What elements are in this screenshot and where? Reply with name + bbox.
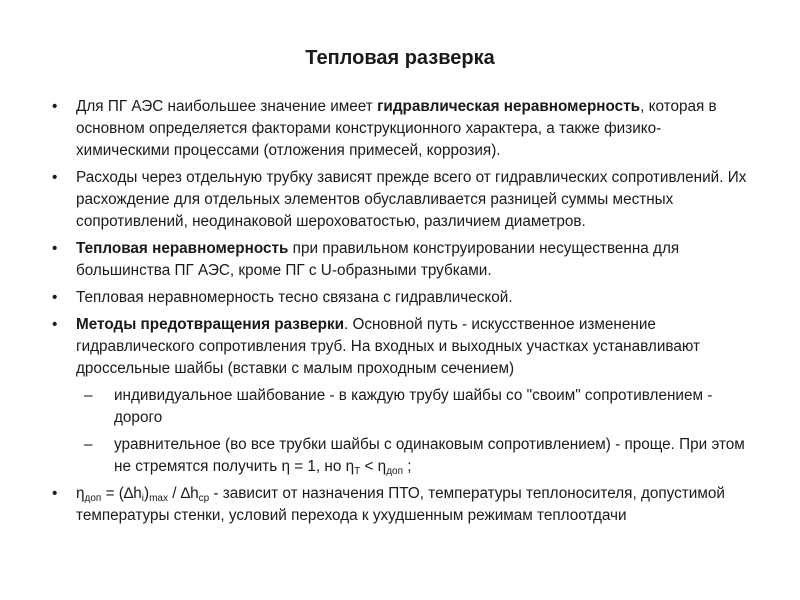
bold-term: Тепловая неравномерность [76, 240, 289, 257]
subscript: max [149, 493, 168, 504]
bullet-thermal-hydraulic-link [52, 287, 752, 309]
subitem-equalizing-washers [52, 434, 752, 478]
text: при правильном конструировании несущественна для большинства ПГ АЭС, кроме ПГ с U-образными трубками. [76, 240, 680, 279]
bullet-flow-rates [52, 167, 752, 233]
formula-text: = (∆h [101, 485, 142, 502]
bullet-prevention-methods [52, 314, 752, 380]
slide-title: Тепловая разверка [305, 47, 495, 69]
subscript: Т [354, 466, 361, 477]
text: Тепловая неравномерность тесно связана с гидравлической. [76, 289, 513, 306]
subscript: доп [84, 493, 102, 504]
bullet-thermal-nonuniformity [52, 238, 752, 282]
subscript: ср [198, 493, 210, 504]
bullet-eta-formula [52, 483, 752, 527]
text: < η [360, 458, 387, 475]
bold-term: Методы предотвращения разверки [76, 316, 345, 333]
text: индивидуальное шайбование - в каждую трубу шайбы со "своим" сопротивлением - дорого [114, 387, 713, 426]
text: ; [403, 458, 412, 475]
text: - зависит от назначения ПТО, температуры теплоносителя, допустимой температуры стенки, условий перехода к ухудшенным режимам теплоотдачи [76, 485, 725, 524]
bullet-hydraulic-nonuniformity [52, 96, 752, 162]
text: Для ПГ АЭС наибольшее значение имеет [76, 98, 378, 115]
text: уравнительное (во все трубки шайбы с одинаковым сопротивлением) - проще. При этом не стремятся получить η = 1, но η [114, 436, 745, 475]
formula-eta: η [76, 485, 85, 502]
text: , которая в основном определяется факторами конструкционного характера, а также физико-химическими процессами (отложения примесей, коррозия). [76, 98, 717, 159]
text: . Основной путь - искусственное изменение гидравлического сопротивления труб. На входных и выходных участках устанавливают дроссельные шайбы (вставки с малым проходным сечением) [76, 316, 700, 377]
subscript: i [141, 493, 144, 504]
formula-text: / ∆h [167, 485, 199, 502]
bold-term: гидравлическая неравномерность [377, 98, 641, 115]
subitem-individual-washers [52, 385, 752, 429]
text: Расходы через отдельную трубку зависят прежде всего от гидравлических сопротивлений. Их расхождение для отдельных элементов обуславливается разницей суммы местных сопротивлений, неодинаковой шероховатостью, различием диаметров. [76, 169, 747, 230]
bullet-list [52, 96, 752, 532]
subscript: доп [386, 466, 403, 477]
formula-text: ) [143, 485, 150, 502]
